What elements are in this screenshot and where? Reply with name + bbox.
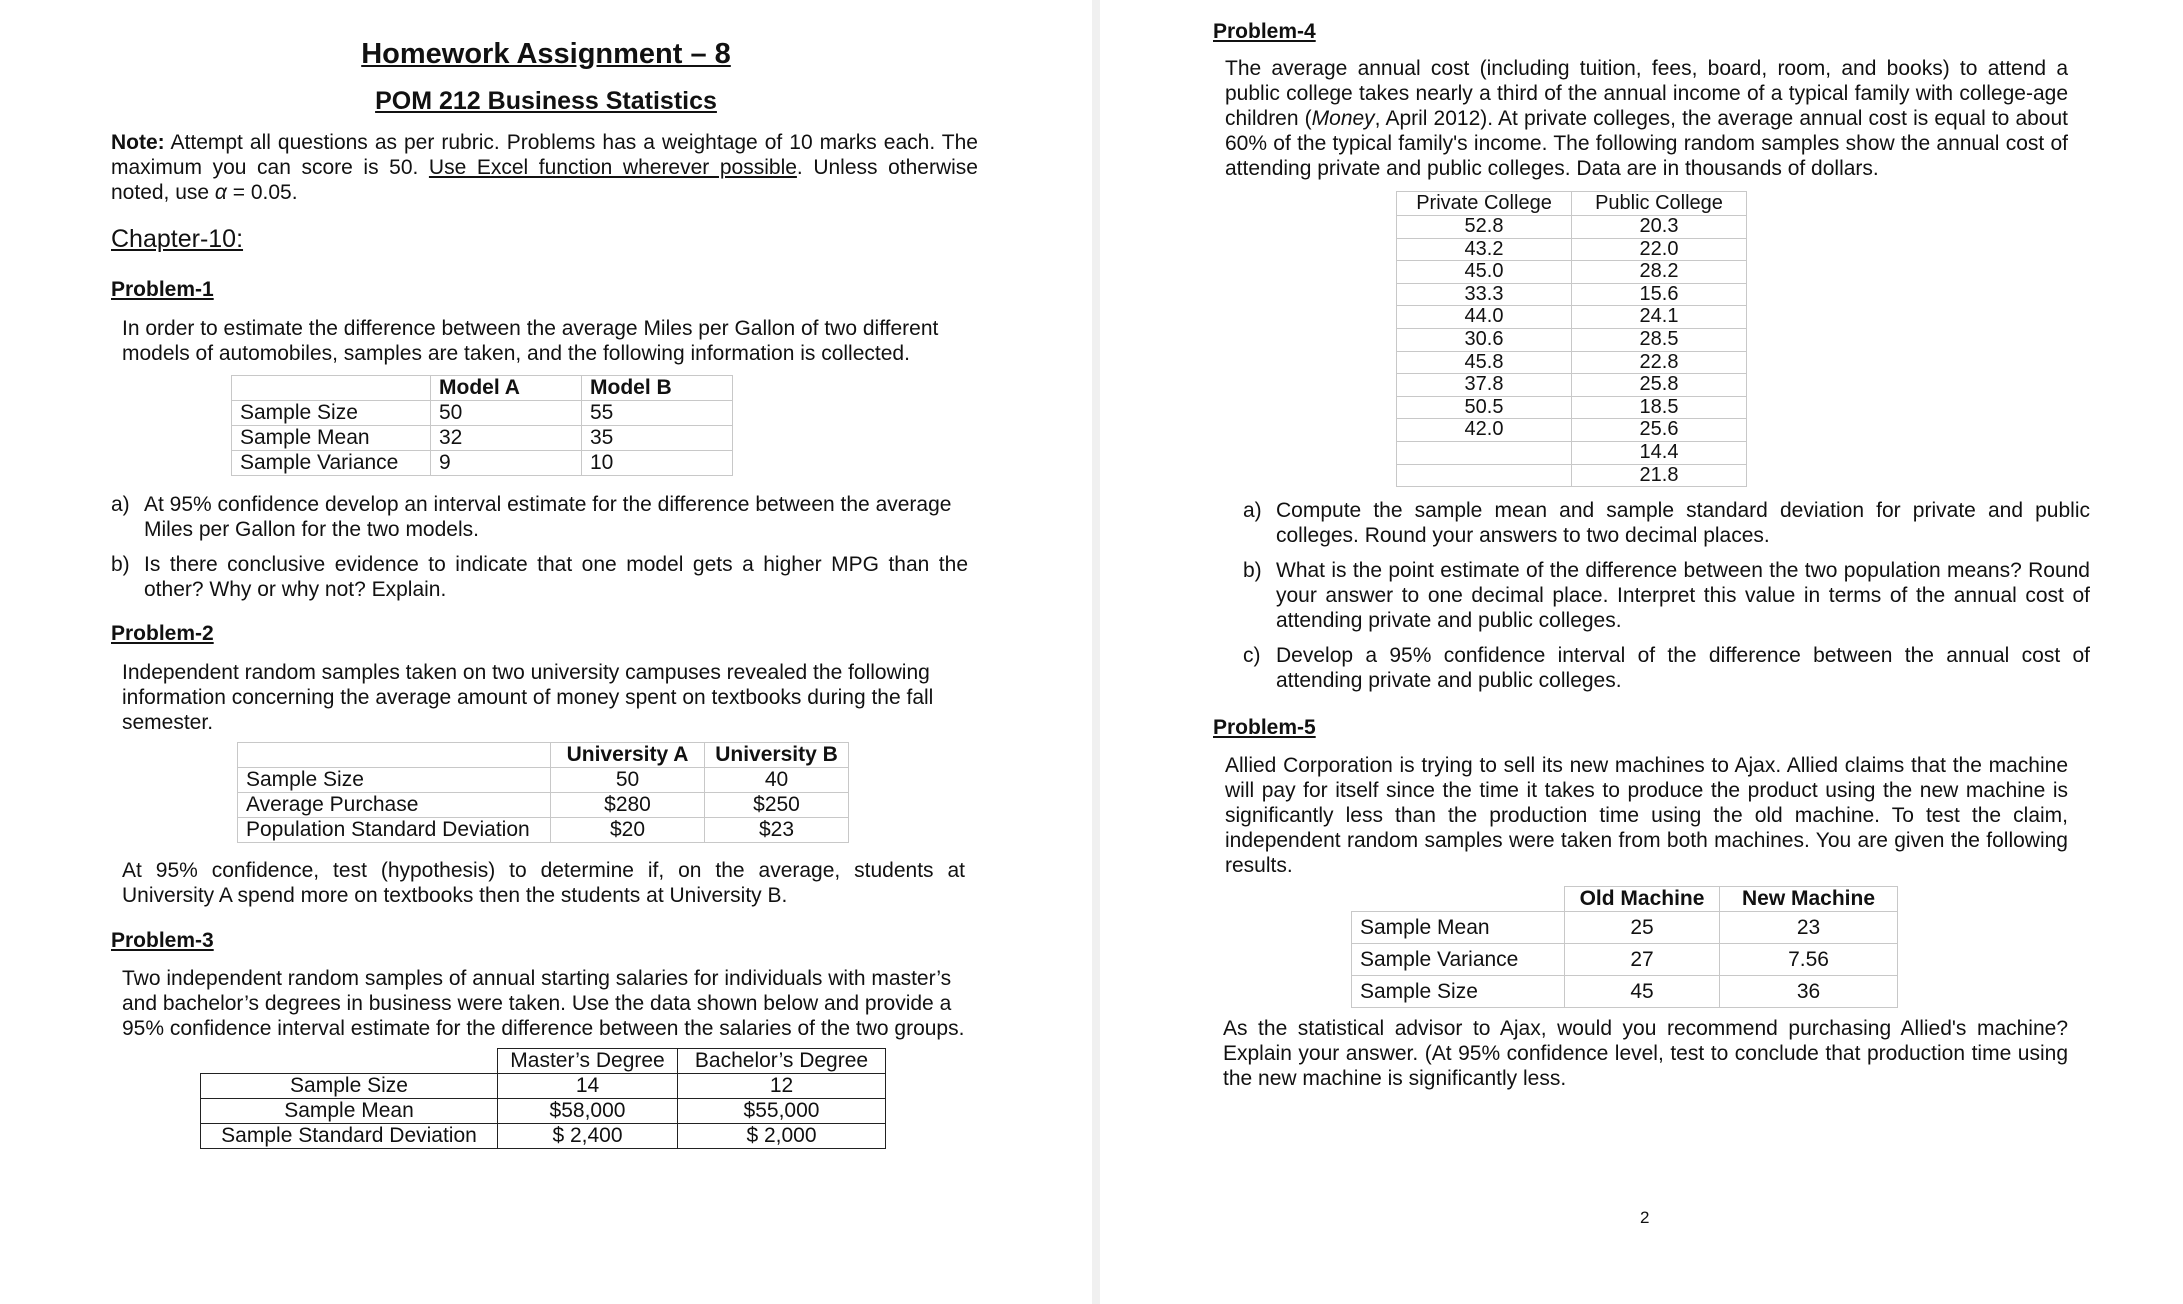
question-label: a) (111, 493, 130, 516)
problem-4-intro (1225, 56, 2068, 181)
problem-5-question: As the statistical advisor to Ajax, would you recommend purchasing Allied's machine? Explain your answer. (At 95% confidence level, test to conclude that production time using the new machine is significantly less. (1223, 1017, 2068, 1090)
table-row (1352, 944, 1898, 976)
table-cell: Average Purchase (238, 793, 551, 818)
problem-2-heading: Problem-2 (111, 622, 214, 645)
table-header-row (1397, 192, 1747, 216)
question-text: Is there conclusive evidence to indicate that one model gets a higher MPG than the other? Why or why not? Explain. (144, 553, 968, 601)
table-row (1397, 328, 1747, 351)
table-cell: Sample Mean (1352, 912, 1565, 944)
table-row (1352, 912, 1898, 944)
table-header-cell: University A (551, 743, 705, 768)
table-cell: 10 (582, 451, 733, 476)
table-cell: 42.0 (1397, 419, 1572, 442)
table-cell: $23 (705, 818, 849, 843)
table-header-cell: New Machine (1720, 887, 1898, 912)
table-header-row (232, 376, 733, 401)
table-cell: $20 (551, 818, 705, 843)
table-row (1397, 216, 1747, 239)
table-cell: Sample Standard Deviation (201, 1124, 498, 1149)
table-row (238, 768, 849, 793)
table-header-row (238, 743, 849, 768)
problem-4-table-body (1397, 216, 1747, 487)
table-cell: 27 (1565, 944, 1720, 976)
note-text-3: = 0.05. (226, 181, 298, 204)
problem-4-question-a (1243, 498, 2090, 550)
table-cell: 45 (1565, 976, 1720, 1008)
table-cell: 44.0 (1397, 306, 1572, 329)
note-paragraph (111, 130, 978, 205)
chapter-heading: Chapter-10: (111, 225, 244, 253)
page-number: 2 (1640, 1208, 1650, 1227)
table-row (1397, 374, 1747, 397)
problem-1-intro: In order to estimate the difference between the average Miles per Gallon of two different models of automobiles, samples are taken, and the following information is collected. (122, 317, 939, 365)
table-cell: 25.6 (1572, 419, 1747, 442)
table-row (232, 401, 733, 426)
problem-4-question-b (1243, 558, 2090, 635)
problem-5-table (1351, 886, 1898, 1008)
table-cell: Population Standard Deviation (238, 818, 551, 843)
question-label: c) (1243, 644, 1261, 667)
table-cell: 45.8 (1397, 351, 1572, 374)
table-row (1397, 396, 1747, 419)
table-row (232, 451, 733, 476)
note-label: Note: (111, 131, 165, 154)
table-cell: Sample Size (201, 1074, 498, 1099)
table-row (1397, 419, 1747, 442)
table-cell: 15.6 (1572, 283, 1747, 306)
table-header-cell (1352, 887, 1565, 912)
table-cell: 22.8 (1572, 351, 1747, 374)
table-cell: 35 (582, 426, 733, 451)
course-subtitle: POM 212 Business Statistics (375, 87, 717, 115)
table-row (1397, 261, 1747, 284)
problem-5-heading: Problem-5 (1213, 716, 1316, 739)
problem-1-question-b (111, 552, 968, 604)
table-cell: $55,000 (678, 1099, 886, 1124)
table-row (201, 1124, 886, 1149)
note-text-1: Attempt all questions as per rubric. Problems has a weightage of 10 marks each. The maximum you can score is 50. (111, 131, 978, 179)
table-cell: $ 2,400 (498, 1124, 678, 1149)
problem-4-heading: Problem-4 (1213, 20, 1316, 43)
table-cell: 33.3 (1397, 283, 1572, 306)
table-cell: 25.8 (1572, 374, 1747, 397)
intro-text-2: , April 2012). At private colleges, the average annual cost is equal to about 60% of the typical family's income. The following random samples show the annual cost of attending private and public colleges. Data are in thousands of dollars. (1225, 107, 2068, 180)
table-cell: 37.8 (1397, 374, 1572, 397)
table-cell: Sample Variance (232, 451, 431, 476)
note-excel-instruction: Use Excel function wherever possible (428, 156, 797, 179)
table-row (1397, 441, 1747, 464)
problem-2-table (237, 742, 849, 843)
table-cell (1397, 464, 1572, 487)
table-row (238, 793, 849, 818)
question-text: Develop a 95% confidence interval of the difference between the annual cost of attending private and public colleges. (1276, 644, 2090, 692)
table-header-row (1352, 887, 1898, 912)
table-cell: 30.6 (1397, 328, 1572, 351)
table-header-row (201, 1049, 886, 1074)
question-label: a) (1243, 499, 1262, 522)
question-text: Compute the sample mean and sample standard deviation for private and public colleges. Round your answers to two decimal places. (1276, 499, 2090, 547)
question-text: At 95% confidence develop an interval estimate for the difference between the average Miles per Gallon for the two models. (144, 493, 952, 541)
table-header-cell: Old Machine (1565, 887, 1720, 912)
table-cell: 55 (582, 401, 733, 426)
table-cell: 14.4 (1572, 441, 1747, 464)
table-cell: 23 (1720, 912, 1898, 944)
right-page (1100, 0, 2183, 1304)
problem-5-intro: Allied Corporation is trying to sell its new machines to Ajax. Allied claims that the machine will pay for itself since the time it takes to produce the product using the new machine is significantly less than the production time using the old machine. To test the claim, independent random samples were taken from both machines. You are given the following results. (1225, 754, 2068, 877)
problem-4-table (1396, 191, 1747, 487)
assignment-title: Homework Assignment – 8 (361, 38, 731, 70)
question-label: b) (111, 553, 130, 576)
table-cell: Sample Size (1352, 976, 1565, 1008)
table-row (1397, 351, 1747, 374)
table-cell: 25 (1565, 912, 1720, 944)
table-cell: 18.5 (1572, 396, 1747, 419)
table-cell: 45.0 (1397, 261, 1572, 284)
table-row (1397, 464, 1747, 487)
table-header-cell: Model A (431, 376, 582, 401)
problem-1-question-a (111, 492, 968, 544)
table-header-cell: Public College (1572, 192, 1747, 216)
table-cell: $ 2,000 (678, 1124, 886, 1149)
table-cell: 32 (431, 426, 582, 451)
table-cell: 43.2 (1397, 238, 1572, 261)
table-row (201, 1099, 886, 1124)
table-header-cell: Model B (582, 376, 733, 401)
table-header-cell: Master’s Degree (498, 1049, 678, 1074)
problem-3-intro: Two independent random samples of annual starting salaries for individuals with master’s and bachelor’s degrees in business were taken. Use the data shown below and provide a 95% confidence interval estimate for the difference between the salaries of the two groups. (122, 967, 965, 1040)
table-cell: 24.1 (1572, 306, 1747, 329)
table-cell (1397, 441, 1572, 464)
table-header-cell: Bachelor’s Degree (678, 1049, 886, 1074)
table-row (201, 1074, 886, 1099)
table-cell: Sample Mean (232, 426, 431, 451)
table-row (1352, 976, 1898, 1008)
table-cell: 21.8 (1572, 464, 1747, 487)
table-row (1397, 238, 1747, 261)
table-cell: Sample Variance (1352, 944, 1565, 976)
intro-source: Money (1311, 107, 1375, 130)
intro-text-1: The average annual cost (including tuition, fees, board, room, and books) to attend a public college takes nearly a third of the annual income of a typical family with college-age children ( (1225, 57, 2068, 130)
table-row (238, 818, 849, 843)
table-row (232, 426, 733, 451)
problem-2-intro: Independent random samples taken on two university campuses revealed the following information concerning the average amount of money spent on textbooks during the fall semester. (122, 661, 934, 734)
table-cell: 7.56 (1720, 944, 1898, 976)
alpha-symbol: α (214, 181, 227, 204)
question-label: b) (1243, 559, 1262, 582)
table-cell: Sample Size (238, 768, 551, 793)
table-header-cell (238, 743, 551, 768)
table-cell: 28.2 (1572, 261, 1747, 284)
problem-2-question: At 95% confidence, test (hypothesis) to determine if, on the average, students at University A spend more on textbooks then the students at University B. (122, 859, 965, 907)
table-cell: 36 (1720, 976, 1898, 1008)
table-header-cell (201, 1049, 498, 1074)
problem-1-table (231, 375, 733, 476)
table-cell: 20.3 (1572, 216, 1747, 239)
table-cell: 28.5 (1572, 328, 1747, 351)
table-cell: 22.0 (1572, 238, 1747, 261)
table-cell: Sample Size (232, 401, 431, 426)
table-cell: 50 (431, 401, 582, 426)
table-cell: 50 (551, 768, 705, 793)
table-cell: 40 (705, 768, 849, 793)
table-cell: Sample Mean (201, 1099, 498, 1124)
table-row (1397, 306, 1747, 329)
note-text-2: . Unless otherwise noted, use (111, 156, 978, 204)
problem-1-heading: Problem-1 (111, 278, 214, 301)
problem-3-table (200, 1048, 886, 1149)
table-header-cell (232, 376, 431, 401)
table-cell: 14 (498, 1074, 678, 1099)
table-header-cell: University B (705, 743, 849, 768)
table-cell: $58,000 (498, 1099, 678, 1124)
table-cell: $250 (705, 793, 849, 818)
table-cell: $280 (551, 793, 705, 818)
table-cell: 9 (431, 451, 582, 476)
table-cell: 50.5 (1397, 396, 1572, 419)
table-cell: 12 (678, 1074, 886, 1099)
question-text: What is the point estimate of the difference between the two population means? Round your answer to one decimal place. Interpret this value in terms of the annual cost of attending private and public colleges. (1276, 559, 2090, 632)
problem-3-heading: Problem-3 (111, 929, 214, 952)
table-row (1397, 283, 1747, 306)
problem-4-question-c (1243, 643, 2090, 695)
table-cell: 52.8 (1397, 216, 1572, 239)
table-header-cell: Private College (1397, 192, 1572, 216)
